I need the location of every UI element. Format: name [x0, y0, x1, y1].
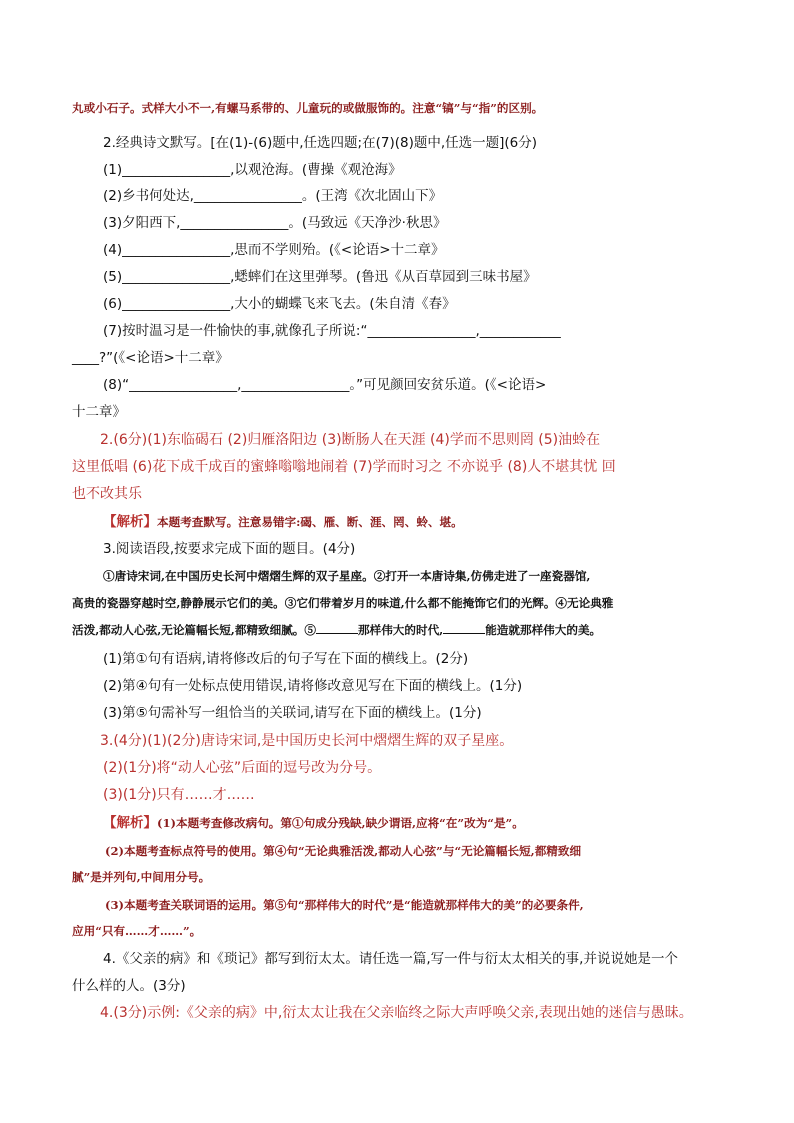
blank-1: [316, 621, 358, 634]
q2-item-1: (1)________________,以观沧海。(曹操《观沧海》: [103, 162, 402, 178]
q2-analysis: [103, 513, 463, 531]
blank-2: [443, 621, 485, 634]
question-3-title: 3.阅读语段,按要求完成下面的题目。(4分): [103, 541, 356, 557]
q3-analysis-1: [103, 814, 524, 832]
q3-analysis-2: (2)本题考查标点符号的使用。第④句“无论典雅活泼,都动人心弦”与“无论篇幅长短,都精致细: [105, 844, 582, 858]
q3-answer-1: 3.(4分)(1)(2分)唐诗宋词,是中国历史长河中熠熠生辉的双子星座。: [100, 733, 514, 749]
passage-line-3: [72, 621, 601, 639]
passage-line-1: ①唐诗宋词,在中国历史长河中熠熠生辉的双子星座。②打开一本唐诗集,仿佛走进了一座瓷器馆,: [103, 569, 591, 583]
q2-item-2: (2)乡书何处达,________________。(王湾《次北固山下》: [103, 188, 443, 204]
q3-analysis-2-cont: 腻”是并列句,中间用分号。: [72, 870, 211, 884]
analysis-text-2: (1)本题考查修改病句。第①句成分残缺,缺少谓语,应将“在”改为“是”。: [157, 816, 524, 830]
q3-analysis-3: (3)本题考查关联词语的运用。第⑤句“那样伟大的时代”是“能造就那样伟大的美”的必要条件,: [105, 898, 584, 912]
passage-line-2: 高贵的瓷器穿越时空,静静展示它们的美。③它们带着岁月的味道,什么都不能掩饰它们的光辉。④无论典雅: [72, 596, 614, 610]
question-4-title: 4.《父亲的病》和《琐记》都写到衍太太。请任选一篇,写一件与衍太太相关的事,并说说她是一个: [103, 951, 678, 967]
analysis-text: 本题考查默写。注意易错字:碣、雁、断、涯、罔、蛉、堪。: [157, 515, 463, 529]
q2-item-6: (6)________________,大小的蝴蝶飞来飞去。(朱自清《春》: [103, 296, 456, 312]
q2-answer-cont-2: 也不改其乐: [72, 486, 142, 502]
q2-item-7: (7)按时温习是一件愉快的事,就像孔子所说:“________________,____________: [103, 323, 561, 339]
passage-line-3-part-1: 活泼,都动人心弦,无论篇幅长短,都精致细腻。⑤: [72, 623, 316, 637]
q2-item-8: (8)“________________,________________。”可见颜回安贫乐道。(《<论语>: [103, 377, 547, 393]
question-4-title-cont: 什么样的人。(3分): [72, 978, 186, 994]
q2-item-4: (4)________________,思而不学则殆。(《<论语>十二章》: [103, 242, 445, 258]
q3-sub-2: (2)第④句有一处标点使用错误,请将修改意见写在下面的横线上。(1分): [103, 678, 523, 694]
q4-answer: 4.(3分)示例:《父亲的病》中,衍太太让我在父亲临终之际大声呼唤父亲,表现出她的迷信与愚昧。: [100, 1005, 693, 1021]
q3-analysis-3-cont: 应用“只有……才……”。: [72, 924, 202, 938]
q3-answer-2: (2)(1分)将“动人心弦”后面的逗号改为分号。: [103, 760, 382, 776]
question-2-title: 2.经典诗文默写。[在(1)-(6)题中,任选四题;在(7)(8)题中,任选一题](6分): [103, 135, 538, 151]
q2-item-5: (5)________________,蟋蟀们在这里弹琴。(鲁迅《从百草园到三味书屋》: [103, 269, 537, 285]
q2-answer: 2.(6分)(1)东临碣石 (2)归雁洛阳边 (3)断肠人在天涯 (4)学而不思则罔 (5)油蛉在: [100, 432, 601, 448]
q2-item-3: (3)夕阳西下,________________。(马致远《天净沙·秋思》: [103, 215, 447, 231]
analysis-tag: 【解析】: [103, 514, 157, 530]
q2-item-8-cont: 十二章》: [72, 404, 126, 420]
q2-item-7-cont: ____?”(《<论语>十二章》: [72, 350, 229, 366]
passage-line-3-part-2: 那样伟大的时代,: [358, 623, 444, 637]
q3-answer-3: (3)(1分)只有……才……: [103, 787, 255, 803]
passage-line-3-part-3: 能造就那样伟大的美。: [485, 623, 602, 637]
q2-answer-cont-1: 这里低唱 (6)花下成千成百的蜜蜂嗡嗡地闹着 (7)学而时习之 不亦说乎 (8)人不堪其忧 回: [72, 459, 616, 475]
q3-sub-3: (3)第⑤句需补写一组恰当的关联词,请写在下面的横线上。(1分): [103, 705, 482, 721]
q3-sub-1: (1)第①句有语病,请将修改后的句子写在下面的横线上。(2分): [103, 651, 469, 667]
prev-answer-tail: 丸或小石子。式样大小不一,有螺马系带的、儿童玩的或做服饰的。注意“镐”与“指”的区别。: [72, 101, 544, 115]
analysis-tag-2: 【解析】: [103, 815, 157, 831]
